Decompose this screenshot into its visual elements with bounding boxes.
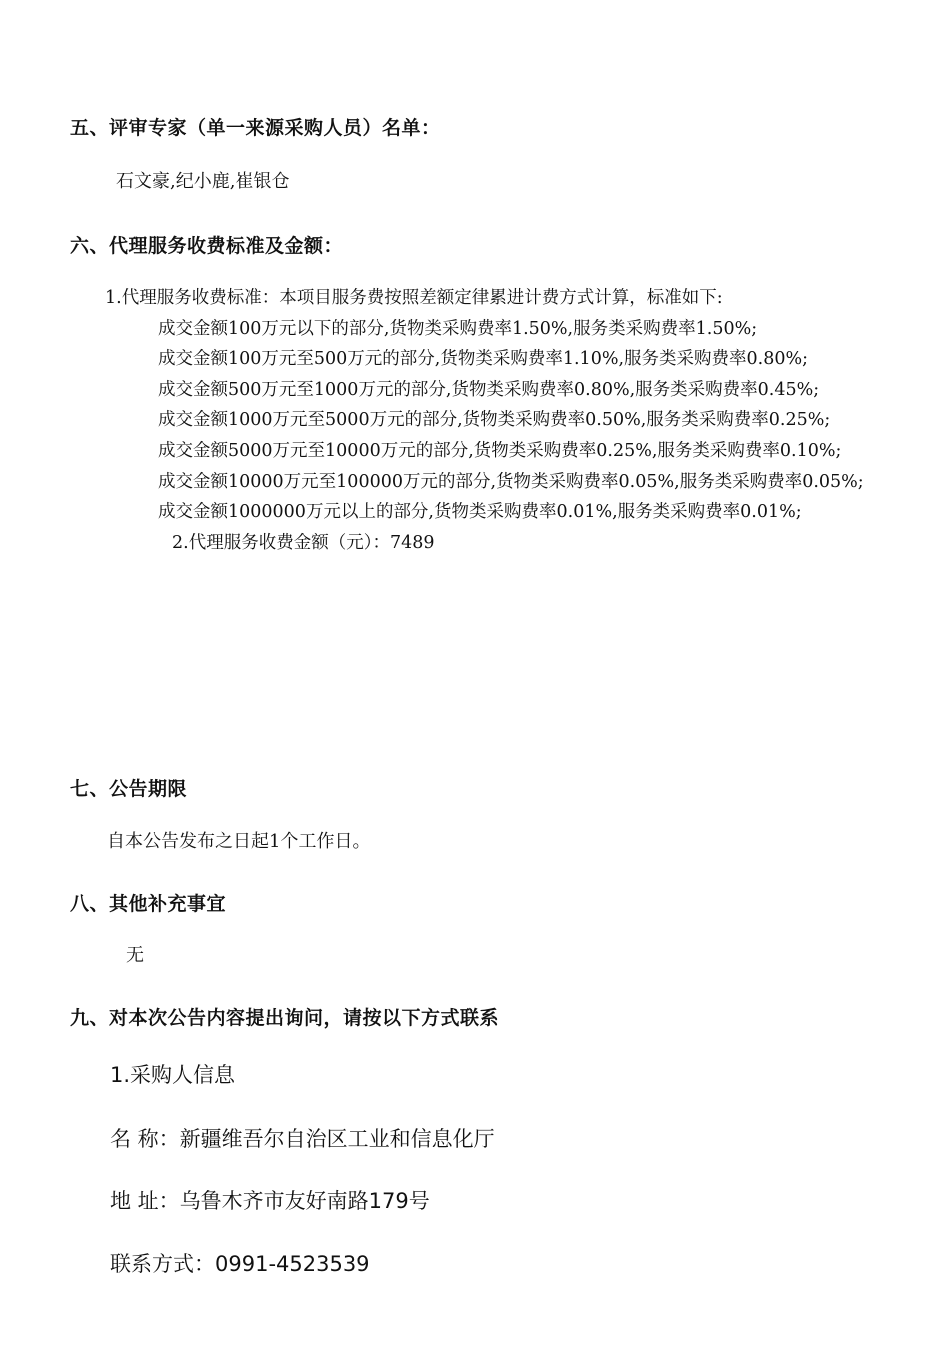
purchaser-phone: 联系方式：0991-4523539: [110, 1252, 370, 1276]
fee-rate-line: 成交金额100万元以下的部分,货物类采购费率1.50%,服务类采购费率1.50%;: [158, 318, 758, 339]
fee-rate-line: 成交金额1000万元至5000万元的部分,货物类采购费率0.50%,服务类采购费率0.25%;: [158, 410, 831, 431]
purchaser-name: 名 称：新疆维吾尔自治区工业和信息化厅: [110, 1127, 495, 1151]
purchaser-address: 地 址：乌鲁木齐市友好南路179号: [110, 1189, 430, 1213]
section-contact-heading: 九、对本次公告内容提出询问，请按以下方式联系: [70, 1007, 500, 1029]
fee-rate-line: 成交金额100万元至500万元的部分,货物类采购费率1.10%,服务类采购费率0.80%;: [158, 349, 809, 370]
fee-rate-line: 成交金额500万元至1000万元的部分,货物类采购费率0.80%,服务类采购费率0.45%;: [158, 379, 820, 400]
agency-fee-block: [70, 283, 885, 558]
period-content: 自本公告发布之日起1个工作日。: [107, 831, 371, 852]
purchaser-info-title: 1.采购人信息: [110, 1063, 236, 1087]
experts-list: 石文豪,纪小鹿,崔银仓: [116, 171, 290, 192]
fee-rate-line: 成交金额1000000万元以上的部分,货物类采购费率0.01%,服务类采购费率0.01%;: [158, 502, 802, 523]
section-agency-fee-heading: 六、代理服务收费标准及金额：: [70, 235, 344, 257]
section-experts-heading: 五、评审专家（单一来源采购人员）名单：: [70, 117, 441, 139]
section-other-heading: 八、其他补充事宜: [70, 893, 227, 915]
section-period-heading: 七、公告期限: [70, 778, 188, 800]
fee-rate-line: 成交金额10000万元至100000万元的部分,货物类采购费率0.05%,服务类采购费率0.05%;: [158, 471, 864, 492]
fee-standard-intro: 1.代理服务收费标准：本项目服务费按照差额定律累进计费方式计算，标准如下:: [105, 288, 723, 308]
other-content: 无: [126, 945, 144, 966]
fee-amount-line: 2.代理服务收费金额（元）：7489: [172, 532, 435, 553]
fee-rate-line: 成交金额5000万元至10000万元的部分,货物类采购费率0.25%,服务类采购费率0.10%;: [158, 440, 842, 461]
